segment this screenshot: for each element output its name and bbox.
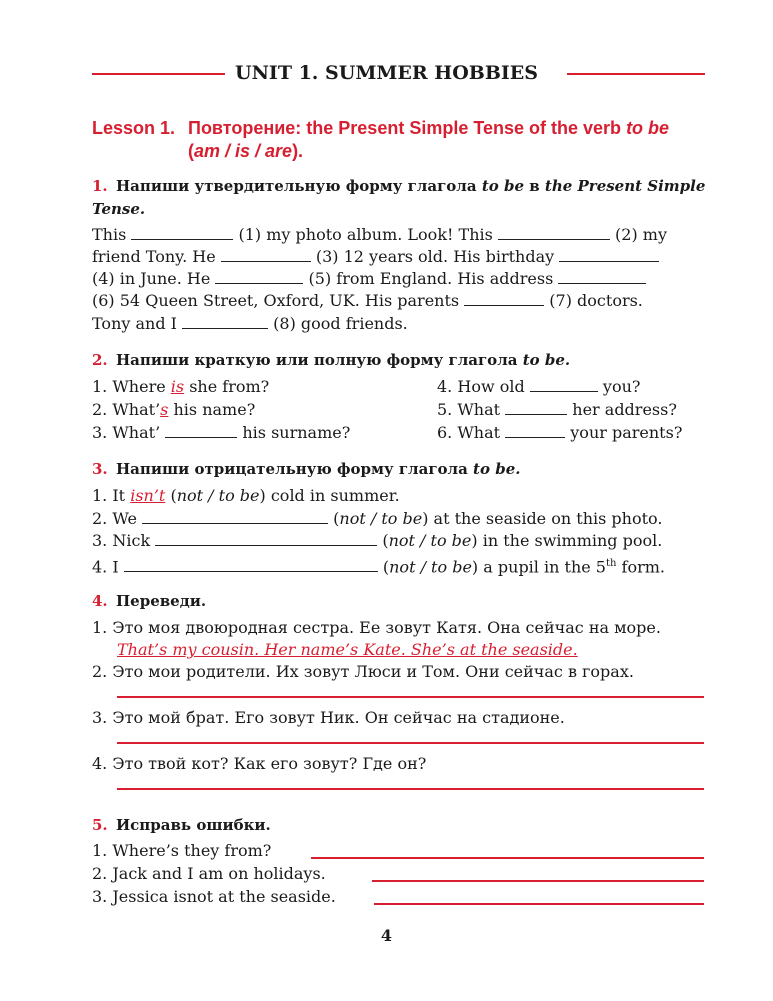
ex2-blank-6[interactable]	[505, 423, 565, 438]
ex1-text: (1) my photo album. Look! This	[238, 225, 493, 244]
ex3-item-text: at the seaside on this photo.	[433, 509, 663, 528]
ex1-blank-2[interactable]	[498, 225, 610, 240]
ex4-item-4	[92, 753, 426, 775]
ex2-item-text: What’	[112, 400, 161, 419]
lesson-label: Lesson 1.	[92, 118, 176, 138]
exercise-1-line-3	[92, 268, 646, 290]
exercise-3-number: 3.	[92, 460, 108, 478]
ex4-item-text: Это твой кот? Как его зовут? Где он?	[112, 754, 427, 773]
exercise-1-tense: the Present Simple Tense.	[92, 177, 706, 218]
ex2-item-5	[437, 399, 677, 421]
ex3-hint-close: )	[471, 557, 479, 577]
exercise-3-instruction: Напиши отрицательную форму глагола	[116, 460, 468, 478]
ex3-hint	[382, 531, 477, 550]
ex4-item-text: Это мой брат. Его зовут Ник. Он сейчас на стадионе.	[112, 708, 565, 727]
exercise-2-heading	[92, 349, 707, 372]
lesson-forms: am / is / are	[194, 141, 293, 161]
ex1-blank-1[interactable]	[131, 225, 233, 240]
exercise-5-heading	[92, 814, 707, 837]
ex1-text: friend Tony. He	[92, 247, 216, 266]
lesson-forms-close: ).	[292, 141, 304, 161]
ex4-item-number: 3.	[92, 708, 108, 727]
exercise-2-verb: to be.	[522, 351, 571, 369]
ex4-item-2	[92, 661, 634, 683]
exercise-1-line-4	[92, 290, 643, 312]
ex1-blank-4[interactable]	[559, 247, 659, 262]
ex2-item-text: What	[457, 423, 501, 442]
ex5-answer-line-1[interactable]	[311, 857, 704, 859]
ex1-text: (8) good friends.	[273, 314, 408, 333]
ex2-item-text: you?	[602, 377, 641, 396]
ex3-item-number: 1.	[92, 486, 108, 505]
ex2-item-number: 2.	[92, 400, 108, 419]
ex5-item-text: Jessica isnot at the seaside.	[112, 887, 336, 906]
ex5-answer-line-3[interactable]	[374, 903, 704, 905]
ex1-text: (3) 12 years old. His birthday	[315, 247, 555, 266]
ex1-blank-8[interactable]	[182, 314, 268, 329]
ex4-item-3	[92, 707, 565, 729]
exercise-1-line-2	[92, 246, 659, 268]
ex4-item-1	[92, 617, 661, 639]
ex5-item-number: 1.	[92, 841, 108, 860]
ex2-item-text: her address?	[572, 400, 677, 419]
ex4-answer-line-2[interactable]	[117, 696, 704, 698]
ex4-answer-line-4[interactable]	[117, 788, 704, 790]
ex1-blank-3[interactable]	[221, 247, 311, 262]
ex3-hint-text: not / to be	[176, 486, 260, 505]
ex3-hint	[383, 557, 478, 576]
ex5-item-text: Jack and I am on holidays.	[112, 864, 326, 883]
ex3-hint-open: (	[333, 509, 340, 528]
ex3-item-text: in the swimming pool.	[482, 531, 663, 550]
ex3-hint-close: )	[259, 486, 266, 505]
ex3-item-number: 3.	[92, 531, 108, 550]
ex3-superscript: th	[605, 558, 617, 569]
lesson-title	[92, 117, 732, 163]
ex2-blank-3[interactable]	[165, 423, 237, 438]
ex5-item-text: Where’s they from?	[112, 841, 272, 860]
ex2-item-6	[437, 422, 682, 444]
ex3-item-text: It	[112, 486, 126, 505]
ex3-hint-close: )	[422, 509, 429, 528]
ex3-item-text: We	[112, 509, 137, 528]
ex3-item-number: 2.	[92, 509, 108, 528]
lesson-verb: to be	[626, 118, 670, 138]
ex3-sample-answer: isn’t	[130, 486, 166, 505]
ex1-text: (2) my	[615, 225, 667, 244]
exercise-3-heading	[92, 458, 707, 481]
ex5-item-number: 3.	[92, 887, 108, 906]
exercise-4-number: 4.	[92, 592, 108, 610]
ex3-item-3	[92, 530, 662, 552]
exercise-1-instruction-in: в	[529, 177, 540, 195]
ex3-blank-4[interactable]	[124, 557, 378, 572]
ex5-answer-line-2[interactable]	[372, 880, 704, 882]
ex5-item-2	[92, 863, 326, 885]
ex2-item-number: 3.	[92, 423, 108, 442]
ex2-item-text: his name?	[173, 400, 256, 419]
ex2-item-number: 1.	[92, 377, 108, 396]
ex3-hint-close: )	[471, 531, 478, 550]
ex2-item-text: What’	[112, 423, 161, 442]
exercise-1-instruction: Напиши утвердительную форму глагола	[116, 177, 477, 195]
ex3-hint-text: not / to be	[388, 531, 472, 550]
ex3-hint-open: (	[170, 486, 177, 505]
ex3-blank-2[interactable]	[142, 509, 328, 524]
ex2-item-number: 4.	[437, 377, 453, 396]
exercise-1-number: 1.	[92, 177, 108, 195]
ex3-hint-open: (	[382, 557, 390, 577]
ex5-item-number: 2.	[92, 864, 108, 883]
ex2-item-number: 6.	[437, 423, 453, 442]
ex1-text: (5) from England. His address	[308, 269, 554, 288]
exercise-2-instruction: Напиши краткую или полную форму глагола	[116, 351, 518, 369]
exercise-1-line-5	[92, 313, 408, 335]
lesson-forms-open: (	[188, 141, 194, 161]
ex2-item-1	[92, 376, 269, 398]
ex4-item-number: 1.	[92, 618, 108, 637]
ex3-hint-text: not / to be	[389, 557, 472, 577]
ex2-item-text: How old	[457, 377, 525, 396]
ex3-hint-open: (	[382, 531, 389, 550]
ex2-sample-answer: is	[170, 377, 185, 396]
ex5-item-3	[92, 886, 336, 908]
ex2-sample-answer: s	[160, 400, 169, 419]
ex4-item-number: 2.	[92, 662, 108, 681]
ex3-item-text: form.	[621, 557, 666, 577]
ex1-text: (4) in June. He	[92, 269, 211, 288]
exercise-2-number: 2.	[92, 351, 108, 369]
ex5-item-1	[92, 840, 271, 862]
ex2-item-text: his surname?	[242, 423, 351, 442]
ex4-item-text: Это моя двоюродная сестра. Ее зовут Катя. Она сейчас на море.	[112, 618, 661, 637]
ex2-item-text: she from?	[189, 377, 270, 396]
ex3-item-text: Nick	[112, 531, 151, 550]
ex3-item-text: a pupil in the 5	[483, 557, 606, 577]
page-number: 4	[380, 926, 393, 945]
ex2-item-3	[92, 422, 350, 444]
lesson-topic: Повторение: the Present Simple Tense of the verb	[188, 118, 622, 138]
ex2-item-text: your parents?	[570, 423, 683, 442]
ex4-sample-answer: That’s my cousin. Her name’s Kate. She’s at the seaside.	[117, 640, 578, 659]
ex2-blank-5[interactable]	[505, 400, 567, 415]
ex3-item-number: 4.	[92, 557, 108, 577]
exercise-5-instruction: Исправь ошибки.	[116, 816, 271, 834]
ex2-item-2	[92, 399, 255, 421]
ex3-hint	[170, 486, 265, 505]
ex2-item-text: What	[457, 400, 501, 419]
ex1-blank-5[interactable]	[215, 269, 303, 284]
exercise-3-verb: to be.	[473, 460, 521, 478]
exercise-1-heading	[92, 175, 707, 221]
ex3-item-1	[92, 485, 400, 507]
exercise-4-heading	[92, 590, 707, 613]
ex1-text: This	[92, 225, 127, 244]
ex3-item-2	[92, 508, 662, 530]
unit-title: UNIT 1. SUMMER HOBBIES	[235, 62, 538, 84]
ex3-item-text: cold in summer.	[270, 486, 400, 505]
ex3-item-4	[92, 553, 665, 578]
ex4-answer-line-3[interactable]	[117, 742, 704, 744]
exercise-1-verb: to be	[481, 177, 524, 195]
ex4-item-number: 4.	[92, 754, 108, 773]
ex2-item-text: Where	[112, 377, 166, 396]
ex1-blank-7[interactable]	[464, 291, 544, 306]
ex1-blank-6[interactable]	[558, 269, 646, 284]
ex4-item-1-answer	[117, 639, 578, 661]
ex2-item-4	[437, 376, 640, 398]
exercise-1-line-1	[92, 224, 667, 246]
ex3-hint-text: not / to be	[339, 509, 423, 528]
ex1-text: (7) doctors.	[549, 291, 643, 310]
exercise-4-instruction: Переведи.	[116, 592, 207, 610]
ex1-text: Tony and I	[92, 314, 177, 333]
ex3-item-text: I	[112, 557, 119, 577]
ex2-blank-4[interactable]	[530, 377, 598, 392]
ex3-hint	[333, 509, 428, 528]
ex1-text: (6) 54 Queen Street, Oxford, UK. His parents	[92, 291, 460, 310]
exercise-5-number: 5.	[92, 816, 108, 834]
ex2-item-number: 5.	[437, 400, 453, 419]
ex3-blank-3[interactable]	[155, 531, 377, 546]
ex4-item-text: Это мои родители. Их зовут Люси и Том. Они сейчас в горах.	[112, 662, 634, 681]
